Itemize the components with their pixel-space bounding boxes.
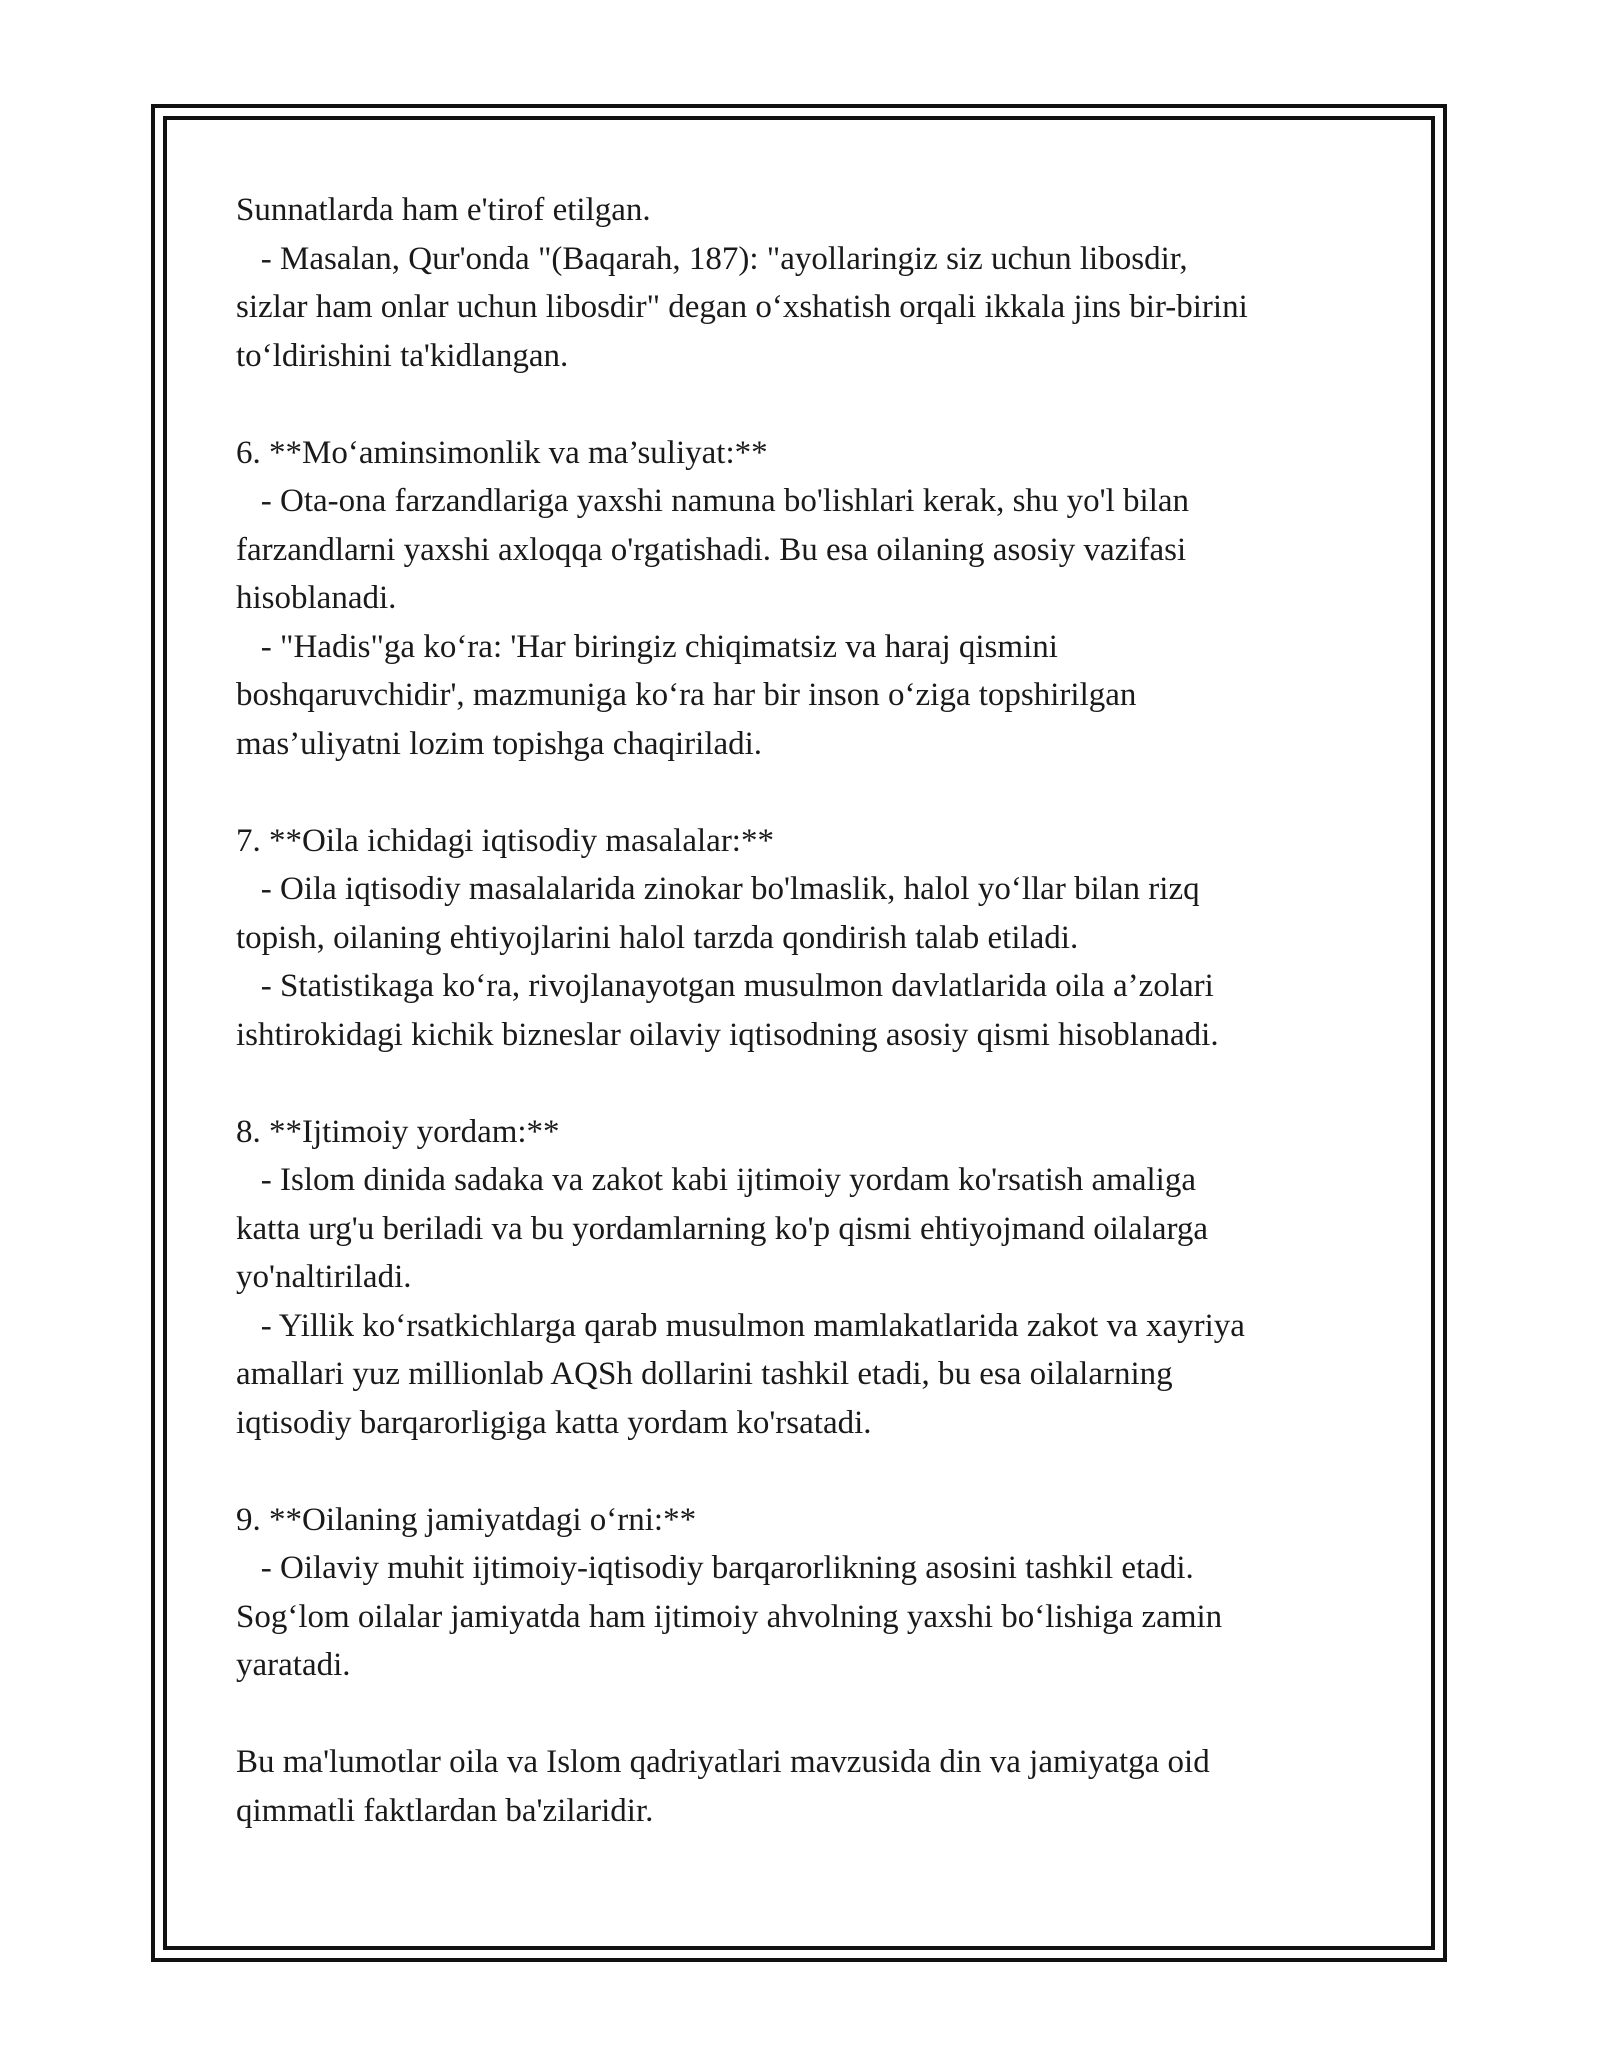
text-line: sizlar ham onlar uchun libosdir" degan o‘xshatish orqali ikkala jins bir-birini: [236, 289, 1248, 325]
text-line: - Oila iqtisodiy masalalarida zinokar bo'lmaslik, halol yo‘llar bilan rizq: [236, 871, 1200, 907]
text-line: topish, oilaning ehtiyojlarini halol tarzda qondirish talab etiladi.: [236, 919, 1079, 956]
text-line: Bu ma'lumotlar oila va Islom qadriyatlari mavzusida din va jamiyatga oid: [236, 1744, 1210, 1780]
text-line: 9. **Oilaning jamiyatdagi o‘rni:**: [236, 1501, 697, 1538]
text-line: - Masalan, Qur'onda "(Baqarah, 187): "ayollaringiz siz uchun libosdir,: [236, 240, 1188, 277]
text-line: amallari yuz millionlab AQSh dollarini tashkil etadi, bu esa oilalarning: [236, 1356, 1173, 1392]
text-line: farzandlarni yaxshi axloqqa o'rgatishadi. Bu esa oilaning asosiy vazifasi: [236, 531, 1187, 568]
text-line: qimmatli faktlardan ba'zilaridir.: [236, 1792, 654, 1829]
blank-line: [236, 768, 1366, 817]
text-line: Sunnatlarda ham e'tirof etilgan.: [236, 192, 651, 228]
text-line: Sog‘lom oilalar jamiyatda ham ijtimoiy ahvolning yaxshi bo‘lishiga zamin: [236, 1598, 1223, 1635]
blank-line: [236, 1447, 1366, 1496]
text-line: - Oilaviy muhit ijtimoiy-iqtisodiy barqarorlikning asosini tashkil etadi.: [236, 1550, 1194, 1586]
text-line: mas’uliyatni lozim topishga chaqiriladi.: [236, 725, 763, 762]
text-line: 8. **Ijtimoiy yordam:**: [236, 1113, 560, 1150]
text-line: - Islom dinida sadaka va zakot kabi ijtimoiy yordam ko'rsatish amaliga: [236, 1162, 1196, 1198]
text-line: - "Hadis"ga ko‘ra: 'Har biringiz chiqimatsiz va haraj qismini: [236, 628, 1058, 665]
blank-line: [236, 1059, 1366, 1108]
text-line: yaratadi.: [236, 1647, 351, 1683]
text-line: yo'naltiriladi.: [236, 1259, 412, 1295]
text-line: - Yillik ko‘rsatkichlarga qarab musulmon mamlakatlarida zakot va xayriya: [236, 1307, 1245, 1344]
text-line: 7. **Oila ichidagi iqtisodiy masalalar:**: [236, 822, 774, 859]
text-line: ishtirokidagi kichik bizneslar oilaviy iqtisodning asosiy qismi hisoblanadi.: [236, 1016, 1219, 1053]
text-line: - Statistikaga ko‘ra, rivojlanayotgan musulmon davlatlarida oila a’zolari: [236, 968, 1214, 1004]
text-line: to‘ldirishini ta'kidlangan.: [236, 337, 569, 374]
text-line: - Ota-ona farzandlariga yaxshi namuna bo'lishlari kerak, shu yo'l bilan: [236, 483, 1190, 519]
text-line: 6. **Mo‘aminsimonlik va ma’suliyat:**: [236, 434, 768, 471]
text-line: katta urg'u beriladi va bu yordamlarning ko'p qismi ehtiyojmand oilalarga: [236, 1210, 1209, 1247]
document-body: [236, 186, 1366, 1835]
text-line: boshqaruvchidir', mazmuniga ko‘ra har bir inson o‘ziga topshirilgan: [236, 677, 1137, 713]
blank-line: [236, 1690, 1366, 1739]
blank-line: [236, 380, 1366, 429]
text-line: iqtisodiy barqarorligiga katta yordam ko'rsatadi.: [236, 1404, 872, 1441]
text-line: hisoblanadi.: [236, 580, 397, 616]
